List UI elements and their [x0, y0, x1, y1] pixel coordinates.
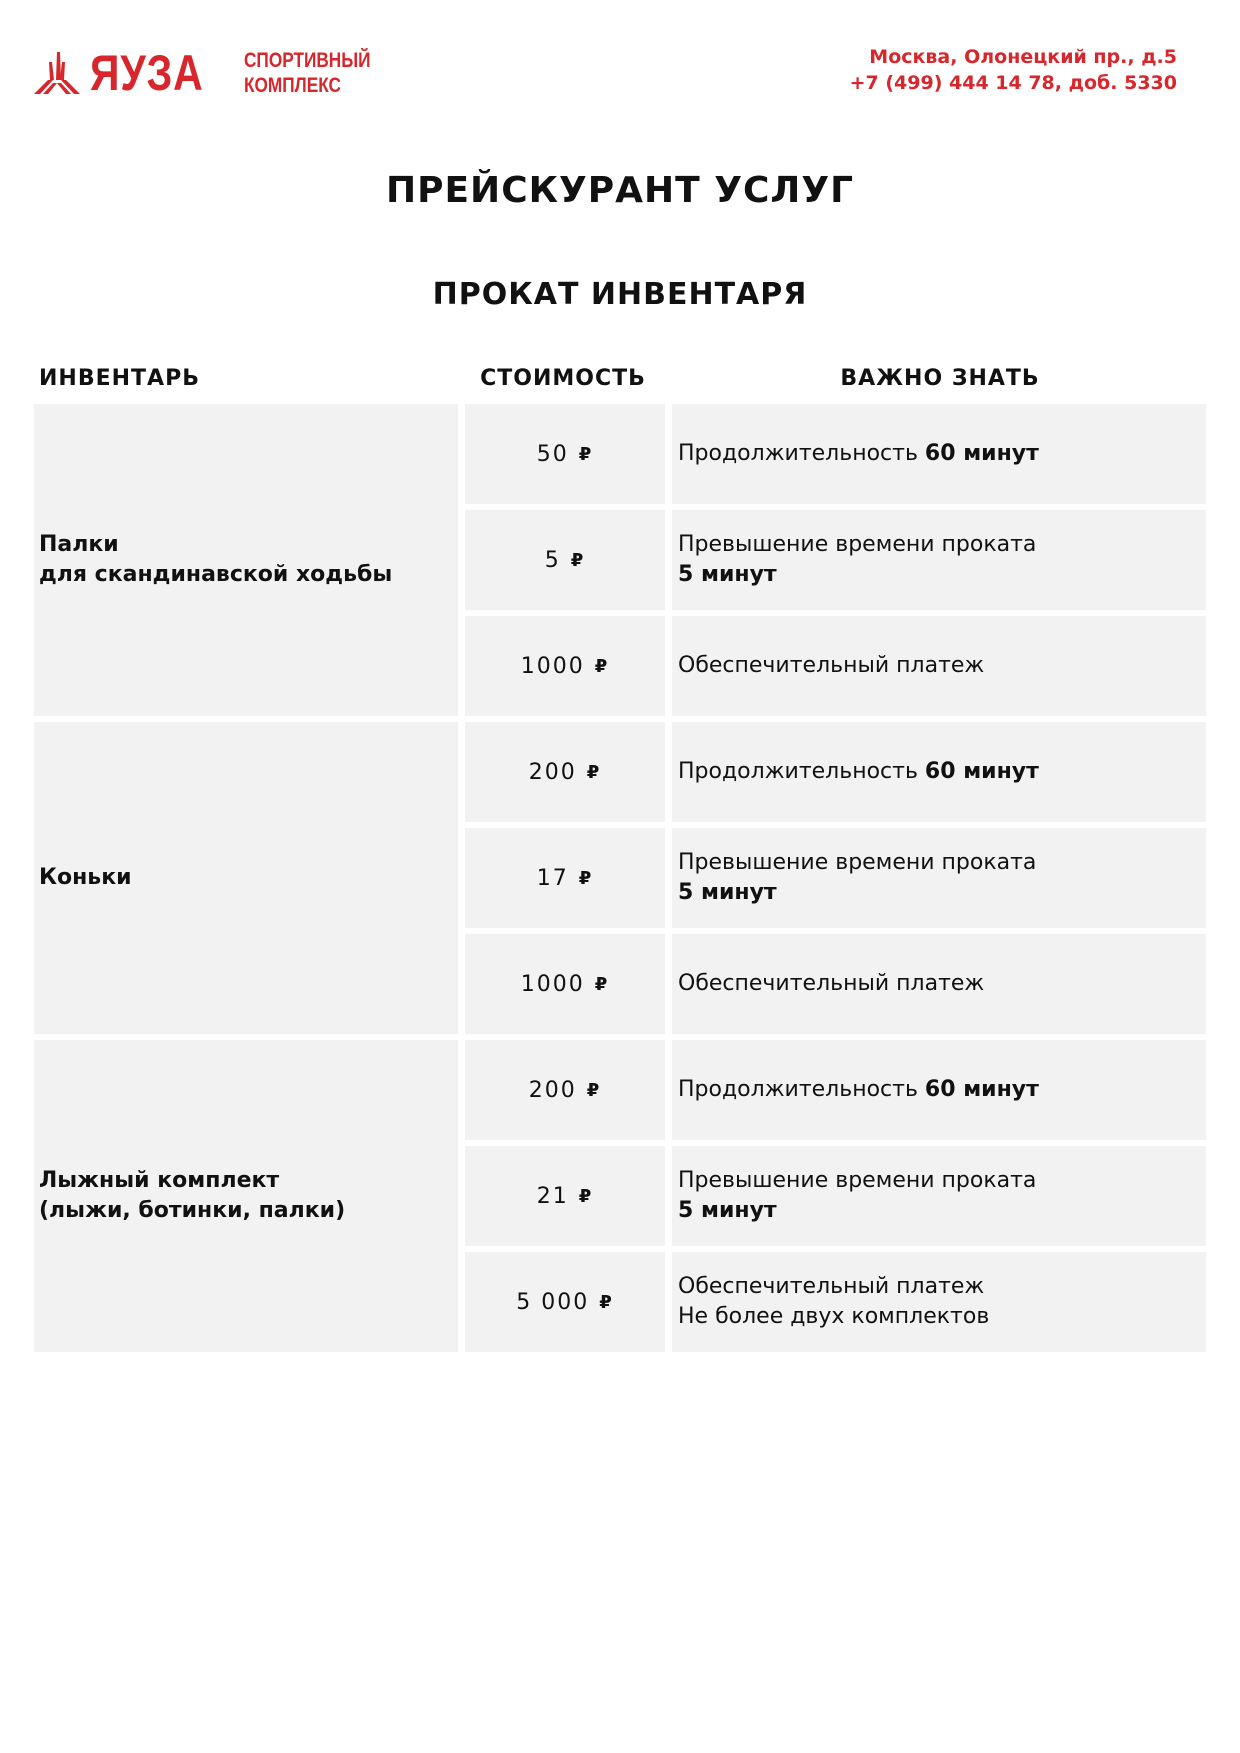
price-cell [465, 722, 665, 822]
item-name: Палки для скандинавской ходьбы [39, 532, 393, 587]
ruble-sign: ₽ [570, 549, 586, 571]
note-text: Превышение времени проката [678, 1168, 1037, 1193]
logo [34, 45, 371, 101]
price-value: 50 [536, 441, 569, 467]
column-header-cost: СТОИМОСТЬ [480, 366, 646, 391]
table-group [34, 404, 1206, 716]
table-row [465, 616, 1206, 716]
price-value: 5 [544, 547, 561, 573]
table-row [465, 1146, 1206, 1246]
sports-complex-logo-icon [34, 50, 80, 96]
table-row [465, 510, 1206, 610]
price-cell [465, 934, 665, 1034]
item-cell [34, 1040, 458, 1352]
item-cell [34, 722, 458, 1034]
note-bold: 60 минут [924, 759, 1039, 784]
note-cell [672, 510, 1206, 610]
note-cell [672, 934, 1206, 1034]
item-name: Коньки [39, 865, 132, 890]
price-value: 1000 [520, 653, 585, 679]
item-cell [34, 404, 458, 716]
note-text: Продолжительность [678, 759, 925, 784]
item-name: Лыжный комплект (лыжи, ботинки, палки) [39, 1168, 346, 1223]
note-bold: 60 минут [924, 441, 1039, 466]
ruble-sign: ₽ [578, 867, 594, 889]
logo-word: ЯУЗА [90, 45, 204, 101]
note-bold: 5 минут [678, 562, 777, 587]
note-cell [672, 1040, 1206, 1140]
price-value: 21 [536, 1183, 569, 1209]
table-group [34, 1040, 1206, 1352]
logo-subtitle: СПОРТИВНЫЙ КОМПЛЕКС [244, 49, 371, 97]
table-group [34, 722, 1206, 1034]
ruble-sign: ₽ [578, 443, 594, 465]
ruble-sign: ₽ [594, 655, 610, 677]
price-cell [465, 510, 665, 610]
note-cell [672, 828, 1206, 928]
price-value: 200 [528, 759, 577, 785]
table-row [465, 722, 1206, 822]
note-cell [672, 722, 1206, 822]
ruble-sign: ₽ [599, 1291, 614, 1313]
note-cell [672, 1146, 1206, 1246]
note-bold: 60 минут [924, 1077, 1039, 1102]
note-text: Продолжительность [678, 1077, 925, 1102]
table-row [465, 1040, 1206, 1140]
price-table [34, 404, 1206, 1358]
table-row [465, 934, 1206, 1034]
phone: +7 (499) 444 14 78, доб. 5330 [849, 72, 1177, 94]
column-header-info: ВАЖНО ЗНАТЬ [840, 366, 1040, 391]
price-cell [465, 1040, 665, 1140]
ruble-sign: ₽ [594, 973, 610, 995]
price-cell [465, 828, 665, 928]
note-bold: 5 минут [678, 1198, 777, 1223]
ruble-sign: ₽ [586, 1079, 602, 1101]
note-text-extra: Не более двух комплектов [678, 1304, 990, 1329]
note-text: Продолжительность [678, 441, 925, 466]
column-header-inventory: ИНВЕНТАРЬ [39, 366, 200, 391]
note-cell [672, 616, 1206, 716]
note-cell [672, 404, 1206, 504]
section-title: ПРОКАТ ИНВЕНТАРЯ [432, 277, 808, 312]
note-bold: 5 минут [678, 880, 777, 905]
address: Москва, Олонецкий пр., д.5 [869, 46, 1177, 68]
price-value: 200 [528, 1077, 577, 1103]
price-value: 5 000 [516, 1289, 590, 1315]
note-text: Превышение времени проката [678, 532, 1037, 557]
price-cell [465, 616, 665, 716]
table-row [465, 404, 1206, 504]
price-value: 17 [536, 865, 569, 891]
ruble-sign: ₽ [578, 1185, 594, 1207]
note-text: Обеспечительный платеж [678, 971, 985, 996]
note-text: Превышение времени проката [678, 850, 1037, 875]
table-row [465, 1252, 1206, 1352]
price-value: 1000 [520, 971, 585, 997]
price-cell [465, 404, 665, 504]
ruble-sign: ₽ [586, 761, 602, 783]
note-text: Обеспечительный платеж [678, 653, 985, 678]
note-text: Обеспечительный платеж [678, 1274, 985, 1299]
price-cell [465, 1252, 665, 1352]
price-cell [465, 1146, 665, 1246]
note-cell [672, 1252, 1206, 1352]
page-title: ПРЕЙСКУРАНТ УСЛУГ [385, 170, 855, 211]
contacts [850, 44, 1177, 96]
table-row [465, 828, 1206, 928]
